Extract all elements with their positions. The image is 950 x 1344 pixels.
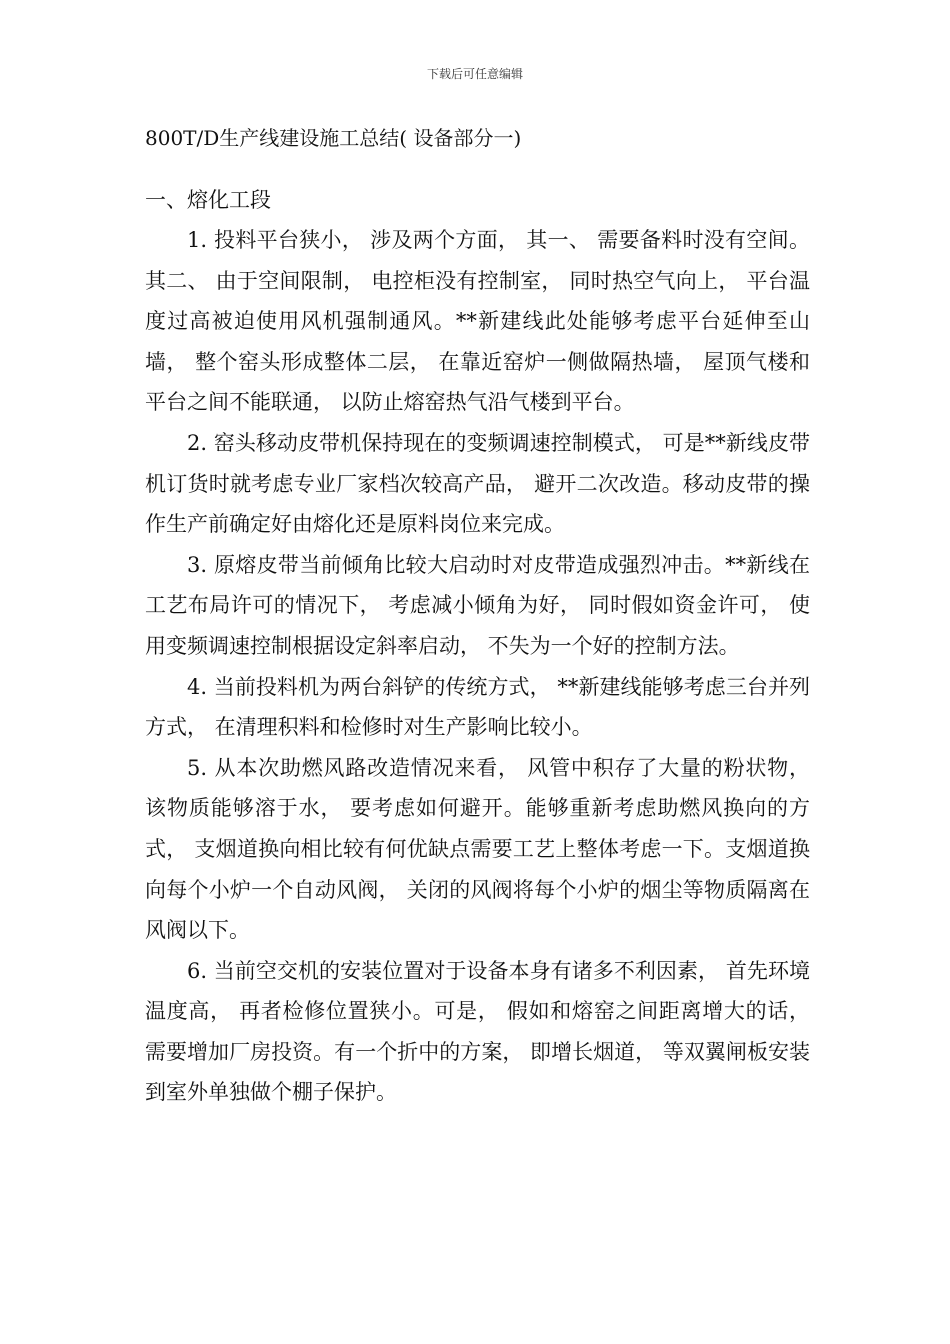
paragraph-5: 5. 从本次助燃风路改造情况来看， 风管中积存了大量的粉状物， 该物质能够溶于水， 要考虑如何避开。能够重新考虑助燃风换向的方式， 支烟道换向相比较有何优缺点需要工艺上整体考虑一下。支烟道换向每个小炉一个自动风阀， 关闭的风阀将每个小炉的烟尘等物质隔离在风阀以下。 <box>145 755 810 943</box>
page-header: 下载后可任意编辑 <box>426 67 523 81</box>
paragraph-3: 3. 原熔皮带当前倾角比较大启动时对皮带造成强烈冲击。**新线在工艺布局许可的情况下， 考虑减小倾角为好， 同时假如资金许可， 使用变频调速控制根据设定斜率启动， 不失为一个好的控制方法。 <box>145 552 810 658</box>
section-heading: 一、熔化工段 <box>145 188 271 212</box>
paragraph-1: 1. 投料平台狭小， 涉及两个方面， 其一、 需要备料时没有空间。其二、 由于空间限制， 电控柜没有控制室， 同时热空气向上， 平台温度过高被迫使用风机强制通风。**新建线此处能够考虑平台延伸至山墙， 整个窑头形成整体二层， 在靠近窑炉一侧做隔热墙， 屋顶气楼和平台之间不能联通， 以防止熔窑热气沿气楼到平台。 <box>145 228 810 415</box>
document-body <box>145 118 810 1113</box>
paragraph-2: 2. 窑头移动皮带机保持现在的变频调速控制模式， 可是**新线皮带机订货时就考虑专业厂家档次较高产品， 避开二次改造。移动皮带的操作生产前确定好由熔化还是原料岗位来完成。 <box>145 430 810 537</box>
paragraph-4: 4. 当前投料机为两台斜铲的传统方式， **新建线能够考虑三台并列方式， 在清理积料和检修时对生产影响比较小。 <box>145 674 810 740</box>
document-title: 800T/D生产线建设施工总结( 设备部分一) <box>145 126 522 150</box>
paragraph-6: 6. 当前空交机的安装位置对于设备本身有诸多不利因素， 首先环境温度高， 再者检修位置狭小。可是， 假如和熔窑之间距离增大的话， 需要增加厂房投资。有一个折中的方案， 即增长烟道， 等双翼闸板安装到室外单独做个棚子保护。 <box>145 958 810 1105</box>
